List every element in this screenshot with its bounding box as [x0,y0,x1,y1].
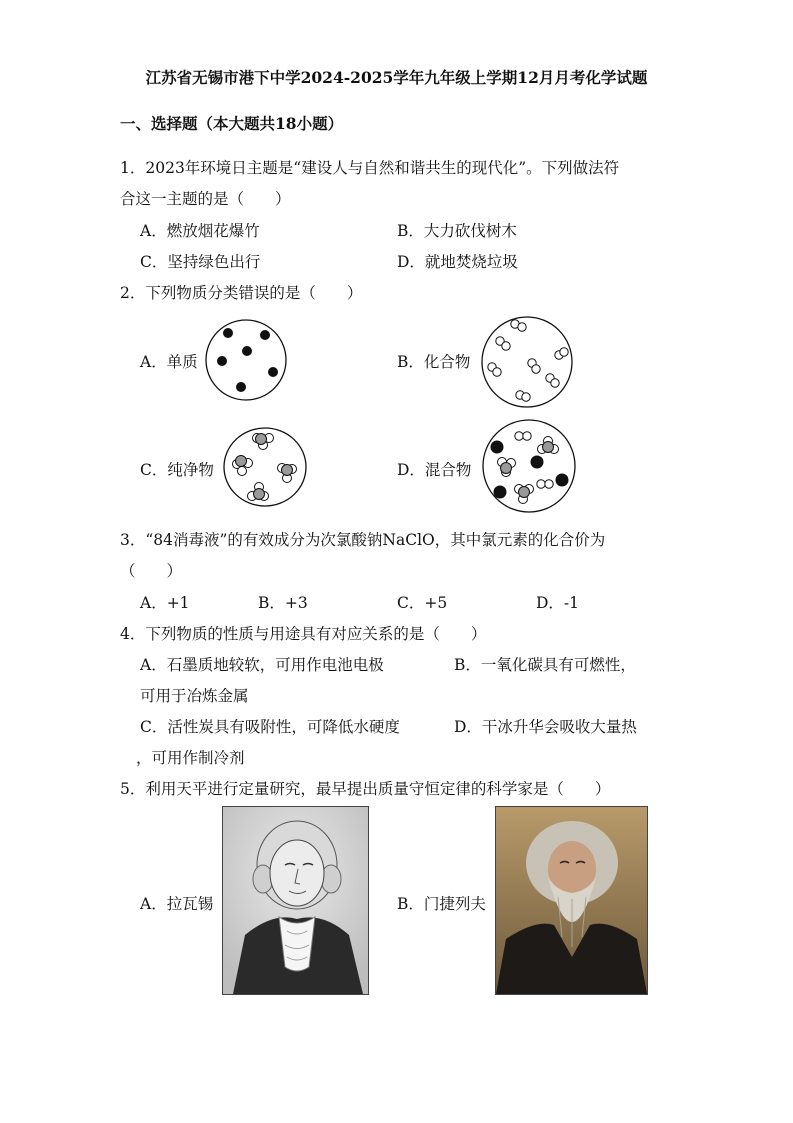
q1-stem-line1: 1．2023年环境日主题是“建设人与自然和谐共生的现代化”。下列做法符 [120,159,620,177]
diagram-mixture [481,419,577,513]
q4-option-b-line1: B．一氧化碳具有可燃性， [454,656,636,674]
q1-option-b: B．大力砍伐树木 [397,222,517,240]
q2-option-b: B．化合物 [397,353,471,371]
q1-option-d: D．就地焚烧垃圾 [397,253,518,271]
q4-stem: 4．下列物质的性质与用途具有对应关系的是（ ） [120,625,487,643]
q3-option-b: B．+3 [258,594,308,612]
portrait-lavoisier [222,806,369,995]
q2-stem: 2．下列物质分类错误的是（ ） [120,284,363,302]
q4-option-a: A．石墨质地较软，可用作电池电极 [140,656,384,674]
q4-option-d-line2: ，可用作制冷剂 [136,749,245,767]
q1-option-a: A．燃放烟花爆竹 [140,222,260,240]
diagram-compound [480,315,574,409]
exam-title: 江苏省无锡市港下中学2024-2025学年九年级上学期12月月考化学试题 [145,68,648,87]
q4-option-b-line2: 可用于冶炼金属 [140,687,249,705]
q3-stem-line1: 3．“84消毒液”的有效成分为次氯酸钠NaClO，其中氯元素的化合价为 [120,531,606,549]
q5-stem: 5．利用天平进行定量研究，最早提出质量守恒定律的科学家是（ ） [120,780,611,798]
portrait-mendeleev [495,806,648,995]
q1-option-c: C．坚持绿色出行 [140,253,261,271]
q1-stem-line2: 合这一主题的是（ ） [120,190,291,208]
q3-stem-line2: （ ） [120,562,183,580]
q5-option-b: B．门捷列夫 [397,895,486,913]
q2-option-c: C．纯净物 [140,461,214,479]
diagram-pure-substance [222,426,308,508]
q3-option-d: D．-1 [536,594,580,612]
q5-option-a: A．拉瓦锡 [140,895,214,913]
q3-option-c: C．+5 [397,594,448,612]
q2-option-a: A．单质 [140,353,198,371]
q4-option-c: C．活性炭具有吸附性，可降低水硬度 [140,718,400,736]
q2-option-d: D．混合物 [397,461,472,479]
q3-option-a: A．+1 [140,594,190,612]
diagram-elemental-substance [204,318,288,402]
section-heading: 一、选择题（本大题共18小题） [120,114,344,133]
q4-option-d-line1: D．干冰升华会吸收大量热 [454,718,637,736]
